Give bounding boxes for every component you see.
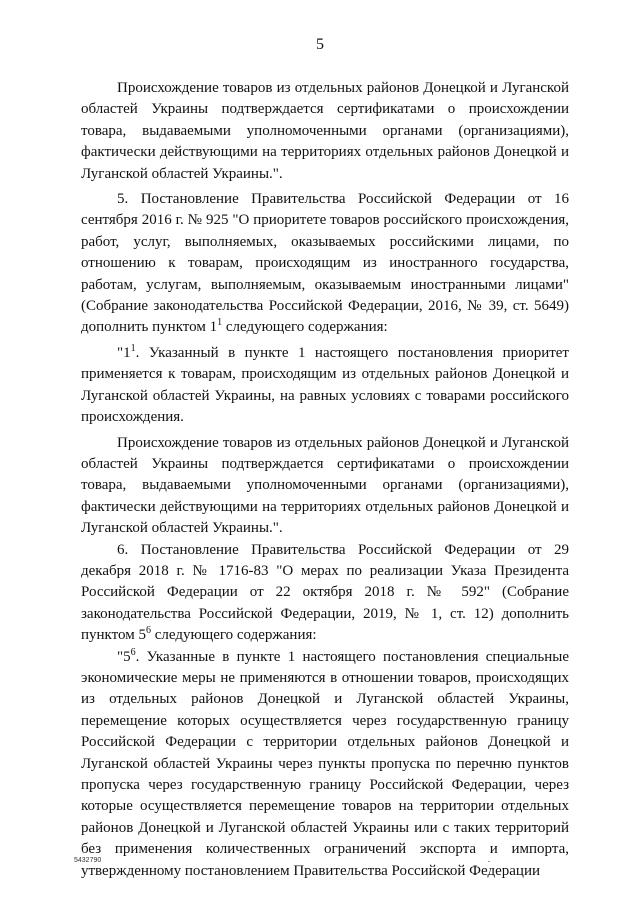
paragraph-resolution-6-ending: следующего содержания:: [150, 627, 317, 644]
paragraph-resolution-5-superscript: 1: [217, 317, 223, 329]
paragraph-resolution-5-text: 5. Постановление Правительства Российской Федерации от 16 сентября 2016 г. № 925 "О приоритете товаров российского происхождения, работ, услуг, выполняемых, оказываемых российскими лицами, по отношению к товарам, происходящим из иностранного государства, работам, услугам, выполняемым, оказываемым иностранными лицами" (Собрание законодательства Российской Федерации, 2016, № 39, ст. 5649) дополнить пунктом 1: [81, 191, 569, 336]
priority-clause-lead: "1: [117, 344, 131, 361]
scan-mark: [488, 861, 490, 862]
paragraph-resolution-5-ending: следующего содержания:: [222, 319, 388, 336]
priority-clause-text: . Указанный в пункте 1 настоящего постановления приоритет применяется к товарам, происходящим из отдельных районов Донецкой и Луганской областей Украины, на равных условиях с товарами российского происхождения.: [81, 344, 569, 426]
paragraph-resolution-6-superscript: 6: [145, 625, 151, 637]
paragraph-resolution-5: [81, 189, 569, 339]
special-measures-text: . Указанные в пункте 1 настоящего постановления специальные экономические меры не применяются в отношении товаров, происходящих из отдельных районов Донецкой и Луганской областей Украины, перемещение которых осуществляется через государственную границу Российской Федерации с территории отдельных районов Донецкой и Луганской областей Украины через пункты пропуска по перечню пунктов пропуска через государственную границу Российской Федерации, через которые осуществляется перемещение товаров на территории отдельных районов Донецкой и Луганской областей Украины или с таких территорий без применения количественных ограничений экспорта и импорта, утвержденному постановлением Правительства Российской Федерации: [81, 648, 569, 879]
special-measures-superscript: 6: [130, 646, 136, 658]
paragraph-origin-certificates-2: Происхождение товаров из отдельных районов Донецкой и Луганской областей Украины подтверждается сертификатами о происхождении товара, выдаваемыми уполномоченными органами (организациями), фактически действующими на территориях отдельных районов Донецкой и Луганской областей Украины.".: [81, 434, 569, 537]
paragraph-special-measures-clause: [81, 647, 569, 882]
special-measures-lead: "5: [117, 648, 131, 665]
paragraph-resolution-6: [81, 540, 569, 647]
paragraph-priority-clause: [81, 343, 569, 429]
paragraph-origin-certificates-1: Происхождение товаров из отдельных районов Донецкой и Луганской областей Украины подтверждается сертификатами о происхождении товара, выдаваемыми уполномоченными органами (организациями), фактически действующими на территориях отдельных районов Донецкой и Луганской областей Украины.".: [81, 80, 569, 182]
paragraph-resolution-6-text: 6. Постановление Правительства Российской Федерации от 29 декабря 2018 г. № 1716-83 "О мерах по реализации Указа Президента Российской Федерации от 22 октября 2018 г. № 592" (Собрание законодательства Российской Федерации, 2019, № 1, ст. 12) дополнить пунктом 5: [81, 541, 569, 644]
page-number: 5: [316, 36, 324, 53]
document-body: [81, 78, 569, 882]
document-code: 5432790: [74, 857, 102, 864]
priority-clause-superscript: 1: [130, 342, 136, 354]
